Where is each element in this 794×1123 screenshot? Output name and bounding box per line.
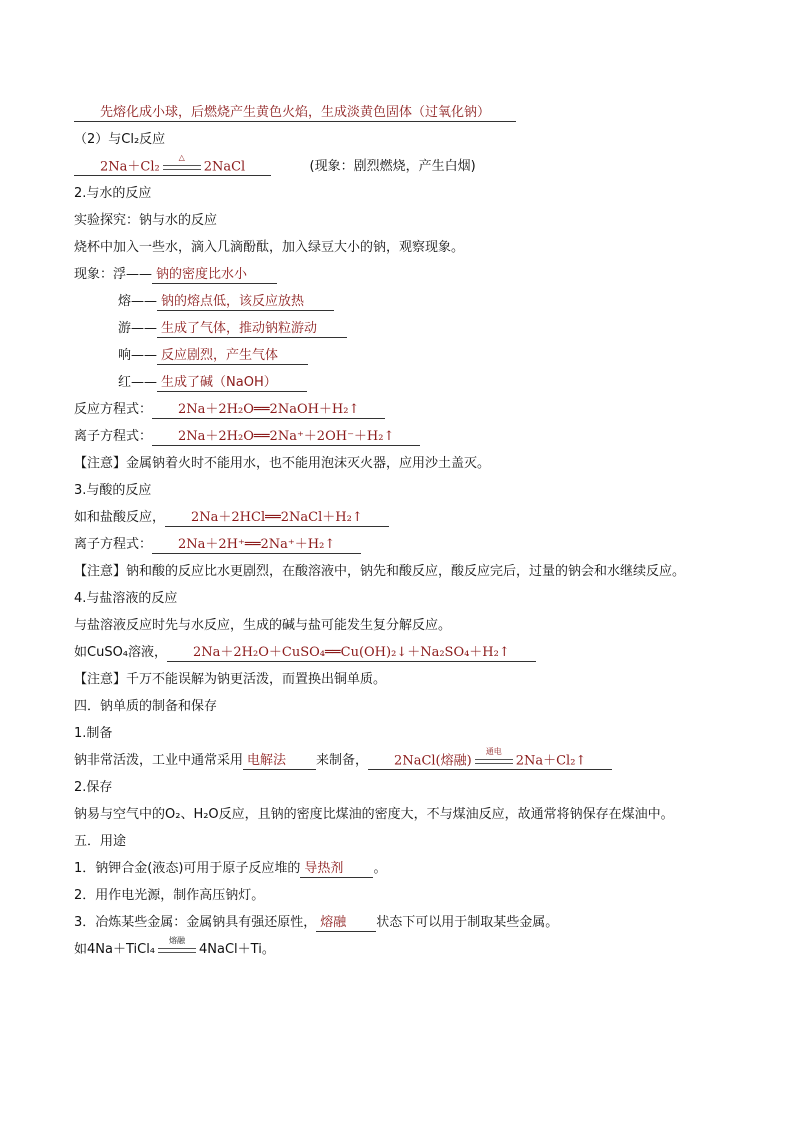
use-item-1-answer: 导热剂	[300, 861, 373, 878]
phenomenon-label: 响——	[118, 348, 158, 363]
cuso4-equation-answer: 2Na＋2H₂O＋CuSO₄══Cu(OH)₂↓＋Na₂SO₄＋H₂↑	[167, 645, 536, 662]
phenomenon-sound	[74, 343, 794, 370]
phenomenon-label: 熔——	[118, 294, 158, 309]
cl2-eq-condition-label: △	[178, 152, 185, 162]
use-item-3-before: 3．冶炼某些金属：金属钠具有强还原性，	[74, 915, 317, 930]
electrolysis-equation-answer	[368, 746, 612, 771]
water-explore-title: 实验探究：钠与水的反应	[74, 213, 218, 228]
phenomenon-answer: 反应剧烈，产生气体	[157, 348, 308, 365]
ionic-label: 离子方程式：	[74, 429, 153, 444]
prep-line	[74, 748, 794, 775]
ti-eq-condition	[158, 935, 196, 958]
acid-heading: 3.与酸的反应	[74, 483, 152, 498]
titanium-equation-line	[74, 937, 794, 964]
phenomenon-red	[74, 370, 794, 397]
phenomenon-answer: 钠的密度比水小	[152, 267, 277, 284]
electrolysis-condition-label: 通电	[485, 746, 502, 756]
prep-heading: 1.制备	[74, 726, 113, 741]
cl2-eq-left: 2Na＋Cl₂	[100, 159, 160, 174]
acid-ionic-answer: 2Na＋2H⁺══2Na⁺＋H₂↑	[152, 537, 361, 554]
store-text: 钠易与空气中的O₂、H₂O反应，且钠的密度比煤油的密度大，不与煤油反应，故通常将钠保存在煤油中。	[74, 807, 674, 822]
electrolysis-eq-right: 2Na＋Cl₂↑	[515, 753, 587, 768]
use-item-1-after: 。	[373, 861, 387, 876]
cl2-eq-condition	[163, 152, 201, 175]
cl2-equation-answer	[74, 152, 271, 177]
equation-label: 反应方程式：	[74, 402, 153, 417]
phenomenon-answer: 生成了碱（NaOH）	[157, 375, 307, 392]
acid-note: 【注意】钠和酸的反应比水更剧烈，在酸溶液中，钠先和酸反应，酸反应完后，过量的钠会和水继续反应。	[74, 564, 686, 579]
prep-method-answer: 电解法	[243, 753, 316, 770]
cl2-heading: （2）与Cl₂反应	[74, 132, 166, 147]
use-item-1-before: 1．钠钾合金(液态)可用于原子反应堆的	[74, 861, 301, 876]
use-item-2: 2．用作电光源，制作高压钠灯。	[74, 888, 265, 903]
double-line	[158, 948, 196, 953]
cuso4-line	[74, 640, 794, 667]
salt-note: 【注意】千万不能误解为钠更活泼，而置换出铜单质。	[74, 672, 387, 687]
cl2-eq-right: 2NaCl	[203, 159, 246, 174]
store-heading: 2.保存	[74, 780, 113, 795]
cl2-phenomenon-note: (现象：剧烈燃烧，产生白烟)	[309, 159, 476, 174]
electrolysis-eq-left: 2NaCl(熔融)	[394, 753, 472, 768]
double-line	[163, 165, 201, 170]
water-ionic-answer: 2Na＋2H₂O══2Na⁺＋2OH⁻＋H₂↑	[152, 429, 420, 446]
phenomenon-answer: 钠的熔点低，该反应放热	[157, 294, 334, 311]
use-item-3	[74, 910, 794, 937]
use-item-3-answer: 熔融	[316, 915, 376, 932]
water-note: 【注意】金属钠着火时不能用水，也不能用泡沫灭火器，应用沙土盖灭。	[74, 456, 491, 471]
cl2-equation-line	[74, 154, 794, 181]
phenomenon-label: 游——	[118, 321, 158, 336]
ionic-label: 离子方程式：	[74, 537, 153, 552]
water-equation-line	[74, 397, 794, 424]
phenomenon-label: 红——	[118, 375, 158, 390]
water-procedure: 烧杯中加入一些水，滴入几滴酚酞，加入绿豆大小的钠，观察现象。	[74, 240, 465, 255]
prep-text-before: 钠非常活泼，工业中通常采用	[74, 753, 244, 768]
water-ionic-line	[74, 424, 794, 451]
ti-eq-condition-label: 熔融	[169, 935, 186, 945]
phenomenon-swim	[74, 316, 794, 343]
use-item-3-after: 状态下可以用于制取某些金属。	[376, 915, 559, 930]
oxygen-phenomenon-line	[74, 100, 794, 127]
hcl-equation-answer: 2Na＋2HCl══2NaCl＋H₂↑	[165, 510, 389, 527]
phenomenon-answer: 生成了气体，推动钠粒游动	[157, 321, 347, 338]
cuso4-label: 如CuSO₄溶液，	[74, 645, 168, 660]
acid-hcl-line	[74, 505, 794, 532]
double-line	[475, 759, 513, 764]
prep-text-after: 来制备，	[316, 753, 369, 768]
phenomenon-float	[74, 262, 794, 289]
use-heading: 五．用途	[74, 834, 127, 849]
phenomenon-label: 现象：浮——	[74, 267, 153, 282]
prep-section-heading: 四．钠单质的制备和保存	[74, 699, 218, 714]
water-heading: 2.与水的反应	[74, 186, 152, 201]
use-item-1	[74, 856, 794, 883]
electrolysis-condition	[475, 746, 513, 769]
acid-ionic-line	[74, 532, 794, 559]
oxygen-phenomenon-answer: 先熔化成小球，后燃烧产生黄色火焰，生成淡黄色固体（过氧化钠）	[74, 105, 516, 122]
ti-eq-right: 4NaCl＋Ti。	[199, 942, 275, 957]
salt-description: 与盐溶液反应时先与水反应，生成的碱与盐可能发生复分解反应。	[74, 618, 452, 633]
ti-eq-left: 如4Na＋TiCl₄	[74, 942, 156, 957]
hcl-label: 如和盐酸反应，	[74, 510, 166, 525]
phenomenon-melt	[74, 289, 794, 316]
water-equation-answer: 2Na＋2H₂O══2NaOH＋H₂↑	[152, 402, 385, 419]
salt-heading: 4.与盐溶液的反应	[74, 591, 178, 606]
